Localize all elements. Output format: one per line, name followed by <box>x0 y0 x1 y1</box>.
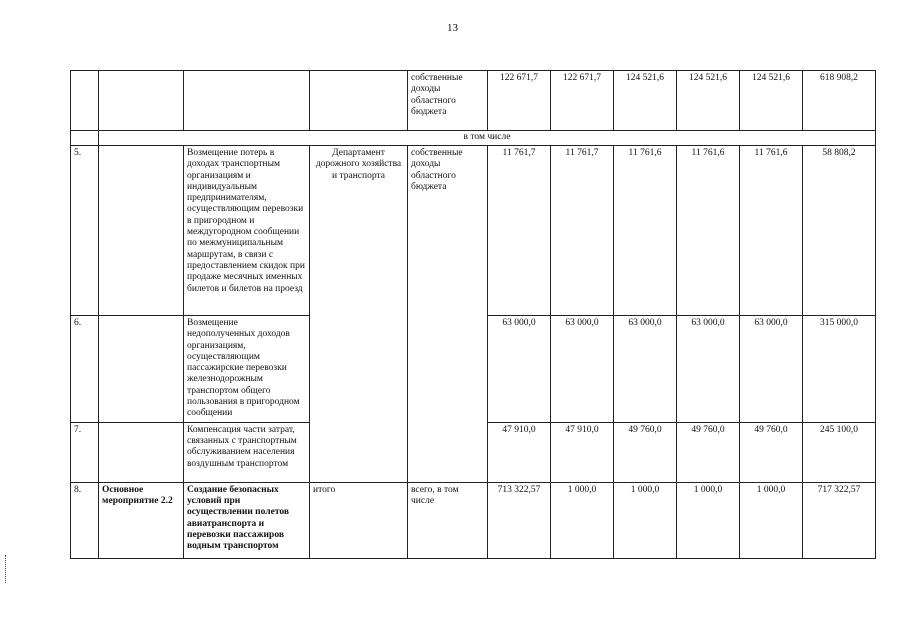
value-cell: 713 322,57 <box>488 482 551 558</box>
measure-cell <box>99 146 184 316</box>
value-cell: 47 910,0 <box>551 422 614 482</box>
activity-name-cell <box>184 71 310 131</box>
activity-name-cell: Создание безопасных условий при осуществлении полетов авиатранспорта и перевозки пассажиров водным транспортом <box>184 482 310 558</box>
value-cell: 1 000,0 <box>677 482 740 558</box>
value-cell: 63 000,0 <box>677 316 740 423</box>
activity-name-cell: Возмещение потерь в доходах транспортным организациям и индивидуальным предпринимателям, осуществляющим перевозки в пригородном и междугородном сообщении по межмуниципальным маршрутам, в связи с предоставлением скидок при продаже месячных именных билетов и билетов на проезд <box>184 146 310 316</box>
value-cell: 1 000,0 <box>614 482 677 558</box>
total-cell: 618 908,2 <box>803 71 876 131</box>
row-number-cell <box>71 71 99 131</box>
total-cell: 245 100,0 <box>803 422 876 482</box>
scan-edge-marks <box>5 555 9 583</box>
funding-source-cell: всего, в том числе <box>408 482 488 558</box>
row-number-cell <box>71 131 99 146</box>
value-cell: 122 671,7 <box>551 71 614 131</box>
measure-cell: Основное мероприятие 2.2 <box>99 482 184 558</box>
table-row <box>71 71 876 131</box>
value-cell: 11 761,6 <box>614 146 677 316</box>
value-cell: 124 521,6 <box>614 71 677 131</box>
activity-name-cell: Компенсация части затрат, связанных с транспортным обслуживанием населения воздушным транспортом <box>184 422 310 482</box>
measure-cell <box>99 71 184 131</box>
executor-cell: итого <box>310 482 408 558</box>
value-cell: 11 761,7 <box>488 146 551 316</box>
value-cell: 1 000,0 <box>740 482 803 558</box>
total-cell: 58 808,2 <box>803 146 876 316</box>
measure-cell <box>99 316 184 423</box>
value-cell: 122 671,7 <box>488 71 551 131</box>
total-cell: 717 322,57 <box>803 482 876 558</box>
value-cell: 124 521,6 <box>740 71 803 131</box>
measure-cell <box>99 422 184 482</box>
row-number-cell: 6. <box>71 316 99 423</box>
activity-name-cell: Возмещение недополученных доходов организациям, осуществляющим пассажирские перевозки железнодорожным транспортом общего пользования в пригородном сообщении <box>184 316 310 423</box>
value-cell: 63 000,0 <box>551 316 614 423</box>
row-number-cell: 8. <box>71 482 99 558</box>
value-cell: 11 761,6 <box>740 146 803 316</box>
executor-cell <box>310 71 408 131</box>
value-cell: 11 761,6 <box>677 146 740 316</box>
page-number: 13 <box>447 22 458 34</box>
value-cell: 49 760,0 <box>740 422 803 482</box>
row-number-cell: 7. <box>71 422 99 482</box>
value-cell: 63 000,0 <box>488 316 551 423</box>
value-cell: 63 000,0 <box>740 316 803 423</box>
total-cell: 315 000,0 <box>803 316 876 423</box>
funding-source-cell: собственные доходы областного бюджета <box>408 146 488 483</box>
budget-table <box>70 70 876 559</box>
subheading-row <box>71 131 876 146</box>
row-number-cell: 5. <box>71 146 99 316</box>
value-cell: 47 910,0 <box>488 422 551 482</box>
value-cell: 11 761,7 <box>551 146 614 316</box>
funding-source-cell: собственные доходы областного бюджета <box>408 71 488 131</box>
table-row <box>71 146 876 316</box>
value-cell: 63 000,0 <box>614 316 677 423</box>
value-cell: 49 760,0 <box>614 422 677 482</box>
executor-cell: Департамент дорожного хозяйства и транспорта <box>310 146 408 483</box>
value-cell: 49 760,0 <box>677 422 740 482</box>
subheading-text: в том числе <box>99 131 876 146</box>
value-cell: 1 000,0 <box>551 482 614 558</box>
value-cell: 124 521,6 <box>677 71 740 131</box>
table-row <box>71 482 876 558</box>
